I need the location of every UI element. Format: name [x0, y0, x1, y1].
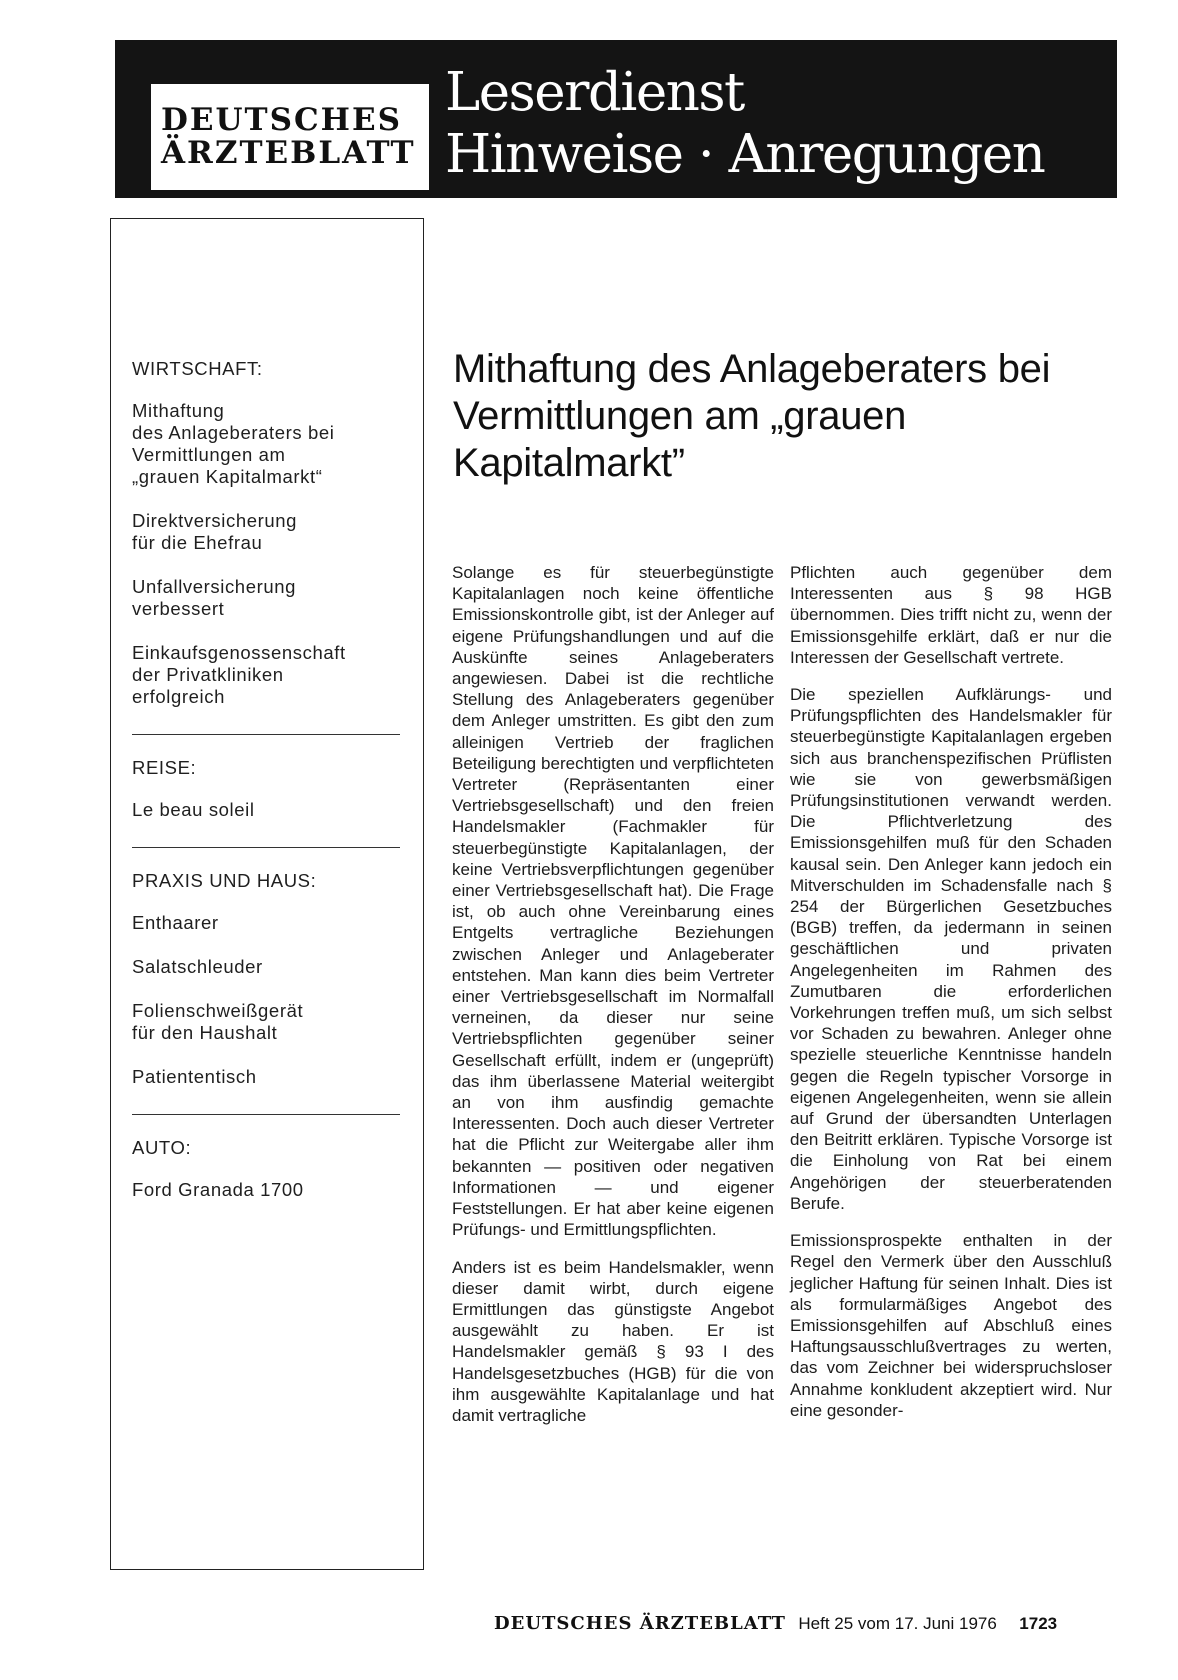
toc-item: Ford Granada 1700 — [132, 1179, 304, 1200]
toc-section-praxis-und-haus — [132, 870, 408, 1088]
table-of-contents — [132, 358, 408, 1223]
article-column-2 — [790, 562, 1112, 1437]
section-divider — [132, 1114, 400, 1115]
masthead — [115, 40, 1117, 198]
toc-item: Patiententisch — [132, 1066, 257, 1087]
toc-section-heading: WIRTSCHAFT: — [132, 358, 263, 379]
toc-item: Einkaufsgenossenschaft der Privatkliniken erfolgreich — [132, 642, 346, 707]
masthead-title — [445, 62, 1044, 186]
toc-item: Unfallversicherung verbessert — [132, 576, 297, 619]
toc-item: Mithaftung des Anlageberaters bei Vermittlungen am „grauen Kapitalmarkt“ — [132, 400, 335, 487]
toc-item: Folienschweißgerät für den Haushalt — [132, 1000, 304, 1043]
article-paragraph: Solange es für steuerbegünstigte Kapitalanlagen noch keine öffentliche Emissionskontrolle gibt, ist der Anleger auf eigene Prüfungshandlungen und auf die Auskünfte seines Anlageberaters angewiesen. Dabei ist die rechtliche Stellung des Anlageberaters gegenüber dem Anleger umstritten. Es gibt den zum alleinigen Vertrieb der fraglichen Beteiligung berechtigten und verpflichteten Vertreter (Repräsentanten einer Vertriebsgesellschaft) und den freien Handelsmakler (Fachmakler für steuerbegünstigte Kapitalanlagen, der keine Vertriebsverpflichtungen gegenüber einer Vertriebsgesellschaft hat). Die Frage ist, ob auch ohne Vereinbarung eines Entgelts vertragliche Beziehungen zwischen Anleger und Anlageberater entstehen. Man kann dies beim Vertreter einer Vertriebsgesellschaft im Normalfall verneinen, da dieser nur seine Vertriebspflichten gegenüber seiner Gesellschaft erfüllt, indem er (ungeprüft) das ihm überlassene Material weitergibt an von ihm ausfindig gemachte Interessenten. Doch auch dieser Vertreter hat die Pflicht zur Weitergabe aller ihm bekannten — positiven oder negativen Informationen — und eigener Feststellungen. Er hat aber keine eigenen Prüfungs- und Ermittlungspflichten. — [452, 563, 774, 1240]
article-paragraph: Emissionsprospekte enthalten in der Regel den Vermerk über den Ausschluß jeglicher Haftung für seinen Inhalt. Dies ist als formularmäßiges Angebot des Emissionsgehilfen auf Abschluß eines Haftungsausschlußvertrages zu werten, das vom Zeichner bei widerspruchsloser Annahme konkludent akzeptiert wird. Nur eine gesonder- — [790, 1231, 1112, 1420]
toc-section-heading: REISE: — [132, 757, 197, 778]
page-number: 1723 — [1019, 1614, 1058, 1633]
masthead-title-line-1: Leserdienst — [445, 62, 744, 123]
masthead-title-line-2: Hinweise · Anregungen — [445, 124, 1045, 185]
toc-section-wirtschaft — [132, 358, 408, 708]
footer-brand: DEUTSCHES ÄRZTEBLATT — [494, 1613, 786, 1634]
section-divider — [132, 847, 400, 848]
toc-section-heading: AUTO: — [132, 1137, 192, 1158]
toc-item: Le beau soleil — [132, 799, 255, 820]
article-paragraph: Anders ist es beim Handelsmakler, wenn dieser damit wirbt, durch eigene Ermittlungen das günstigste Angebot ausgewählt zu haben. Er ist Handelsmakler gemäß § 93 I des Handelsgesetzbuches (HGB) für die von ihm ausgewählte Kapitalanlage und hat damit vertragliche — [452, 1257, 774, 1425]
footer-issue: Heft 25 vom 17. Juni 1976 — [798, 1614, 997, 1633]
toc-item: Direktversicherung für die Ehefrau — [132, 510, 298, 553]
toc-item: Salatschleuder — [132, 956, 263, 977]
brand-logo — [151, 84, 429, 190]
toc-section-auto — [132, 1137, 408, 1201]
brand-line-1: DEUTSCHES — [161, 102, 402, 138]
section-divider — [132, 734, 400, 735]
article-paragraph: Pflichten auch gegenüber dem Interessenten aus § 98 HGB übernommen. Dies trifft nicht zu, wenn der Emissionsgehilfe erklärt, daß er nur die Interessen der Gesellschaft vertrete. — [790, 563, 1112, 667]
brand-line-2: ÄRZTEBLATT — [161, 135, 416, 171]
article-column-1 — [452, 562, 774, 1442]
article-paragraph: Die speziellen Aufklärungs- und Prüfungspflichten des Handelsmakler für steuerbegünstigte Kapitalanlagen ergeben sich aus branchenspezifischen Prüflisten wie sie von gewerbsmäßigen Prüfungsinstitutionen verwandt werden. Die Pflichtverletzung des Emissionsgehilfen muß für den Schaden kausal sein. Den Anleger kann jedoch ein Mitverschulden im Schadensfalle nach § 254 der Bürgerlichen Gesetzbuches (BGB) treffen, da jedermann in seinen geschäftlichen und privaten Angelegenheiten im Rahmen des Zumutbaren die erforderlichen Vorkehrungen treffen muß, um sich selbst vor Schaden zu bewahren. Anleger ohne spezielle steuerliche Kenntnisse handeln gegen die Regeln typischer Vorsorge in eigenen Angelegenheiten, wenn sie allein auf Grund der übersandten Unterlagen den Beitritt erklären. Typische Vorsorge ist die Einholung von Rat bei einem Angehörigen der steuerberatenden Berufe. — [790, 685, 1112, 1213]
toc-item: Enthaarer — [132, 912, 219, 933]
page-footer — [494, 1613, 1057, 1634]
article-headline: Mithaftung des Anlageberaters bei Vermittlungen am „grauen Kapitalmarkt” — [453, 347, 1051, 485]
toc-section-reise — [132, 757, 408, 821]
toc-section-heading: PRAXIS UND HAUS: — [132, 870, 317, 891]
